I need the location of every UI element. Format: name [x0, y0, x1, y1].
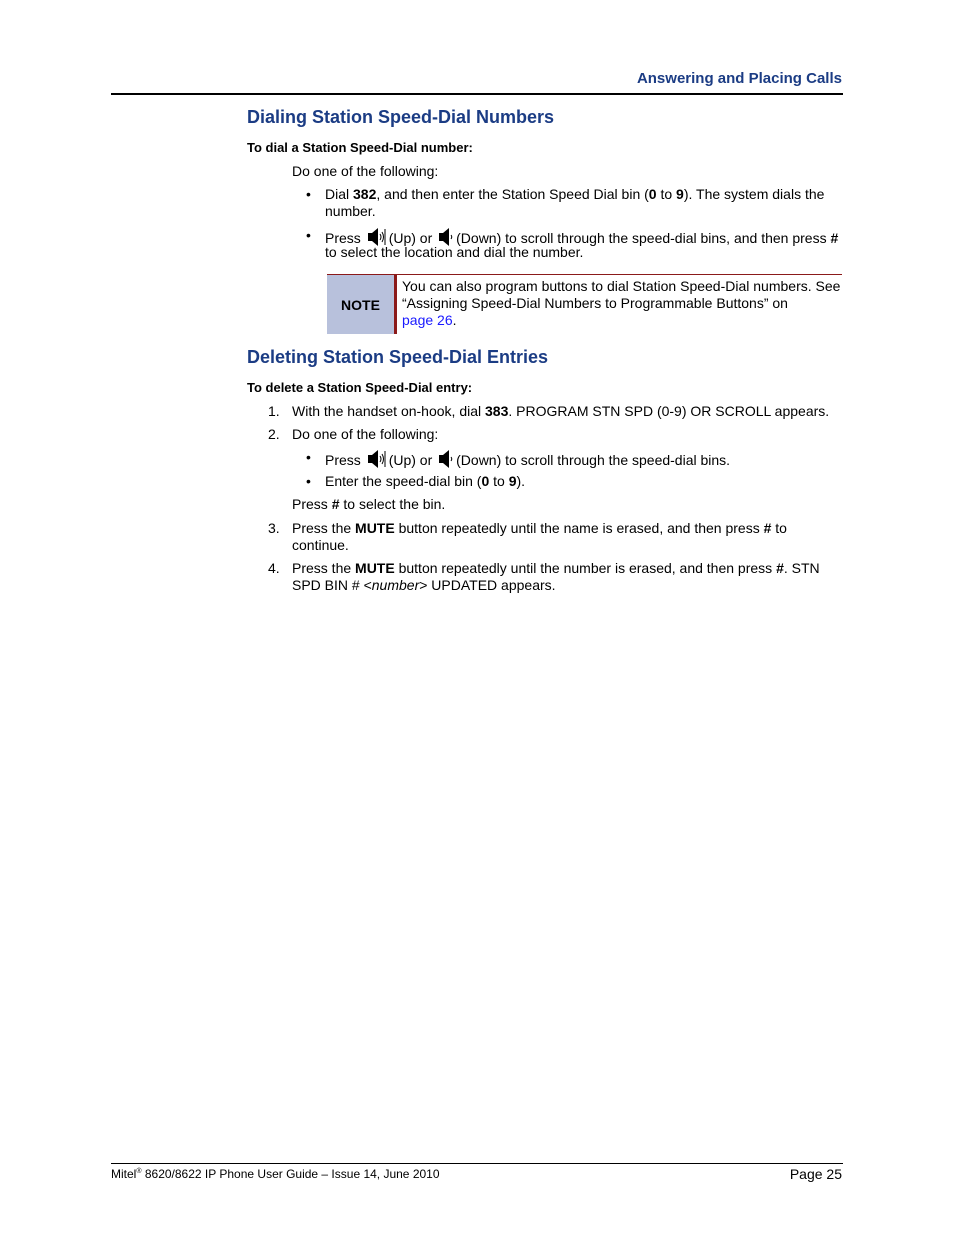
step-4-line2: SPD BIN # <number> UPDATED appears. [292, 577, 556, 593]
step-1-text: With the handset on-hook, dial 383. PROGRAM STN SPD (0-9) OR SCROLL appears. [292, 403, 830, 419]
step-number: 1. [268, 403, 280, 419]
note-label: NOTE [327, 275, 397, 334]
page-number: Page 25 [789, 1166, 842, 1182]
footer-doc-title: Mitel® 8620/8622 IP Phone User Guide – Issue 14, June 2010 [111, 1167, 440, 1181]
section-heading-dialing: Dialing Station Speed-Dial Numbers [247, 107, 555, 127]
step-number: 3. [268, 520, 280, 536]
procedure-title-delete: To delete a Station Speed-Dial entry: [247, 380, 473, 395]
header-rule [111, 93, 843, 95]
dial-bullet-line1: Dial 382, and then enter the Station Speed Dial bin (0 to 9). The system dials the [325, 186, 825, 202]
volume-up-icon [367, 449, 387, 469]
dial-bullet-line2: number. [325, 203, 376, 219]
step-number: 4. [268, 560, 280, 576]
press-hash-text: Press # to select the bin. [292, 496, 446, 512]
scroll-bullet-line2: to select the location and dial the number. [325, 244, 584, 260]
bullet-marker: • [306, 186, 311, 202]
dialing-intro: Do one of the following: [292, 163, 439, 179]
bullet-marker: • [306, 449, 311, 465]
footer-rule [111, 1163, 843, 1164]
step-3-line2: continue. [292, 537, 349, 553]
step-3-line1: Press the MUTE button repeatedly until the name is erased, and then press # to [292, 520, 787, 536]
running-header-title: Answering and Placing Calls [636, 70, 842, 87]
step-2-bullet-enter: Enter the speed-dial bin (0 to 9). [325, 473, 526, 489]
page-26-link[interactable]: page 26 [402, 312, 453, 328]
step-4-line1: Press the MUTE button repeatedly until the number is erased, and then press #. STN [292, 560, 820, 576]
step-number: 2. [268, 426, 280, 442]
volume-down-icon [438, 449, 454, 469]
scroll-bullet-line1: Press (Up) or (Down) to scroll through the speed-dial bins, and then press # [325, 227, 838, 247]
procedure-title-dial: To dial a Station Speed-Dial number: [247, 140, 473, 155]
note-text: You can also program buttons to dial Station Speed-Dial numbers. See “Assigning Speed-Dial Numbers to Programmable Buttons” on page 26. [402, 278, 841, 328]
step-2-bullet-scroll: Press (Up) or (Down) to scroll through the speed-dial bins. [325, 449, 730, 469]
section-heading-deleting: Deleting Station Speed-Dial Entries [247, 347, 549, 367]
step-2-text: Do one of the following: [292, 426, 439, 442]
bullet-marker: • [306, 473, 311, 489]
note-top-rule [327, 274, 842, 275]
bullet-marker: • [306, 227, 311, 243]
